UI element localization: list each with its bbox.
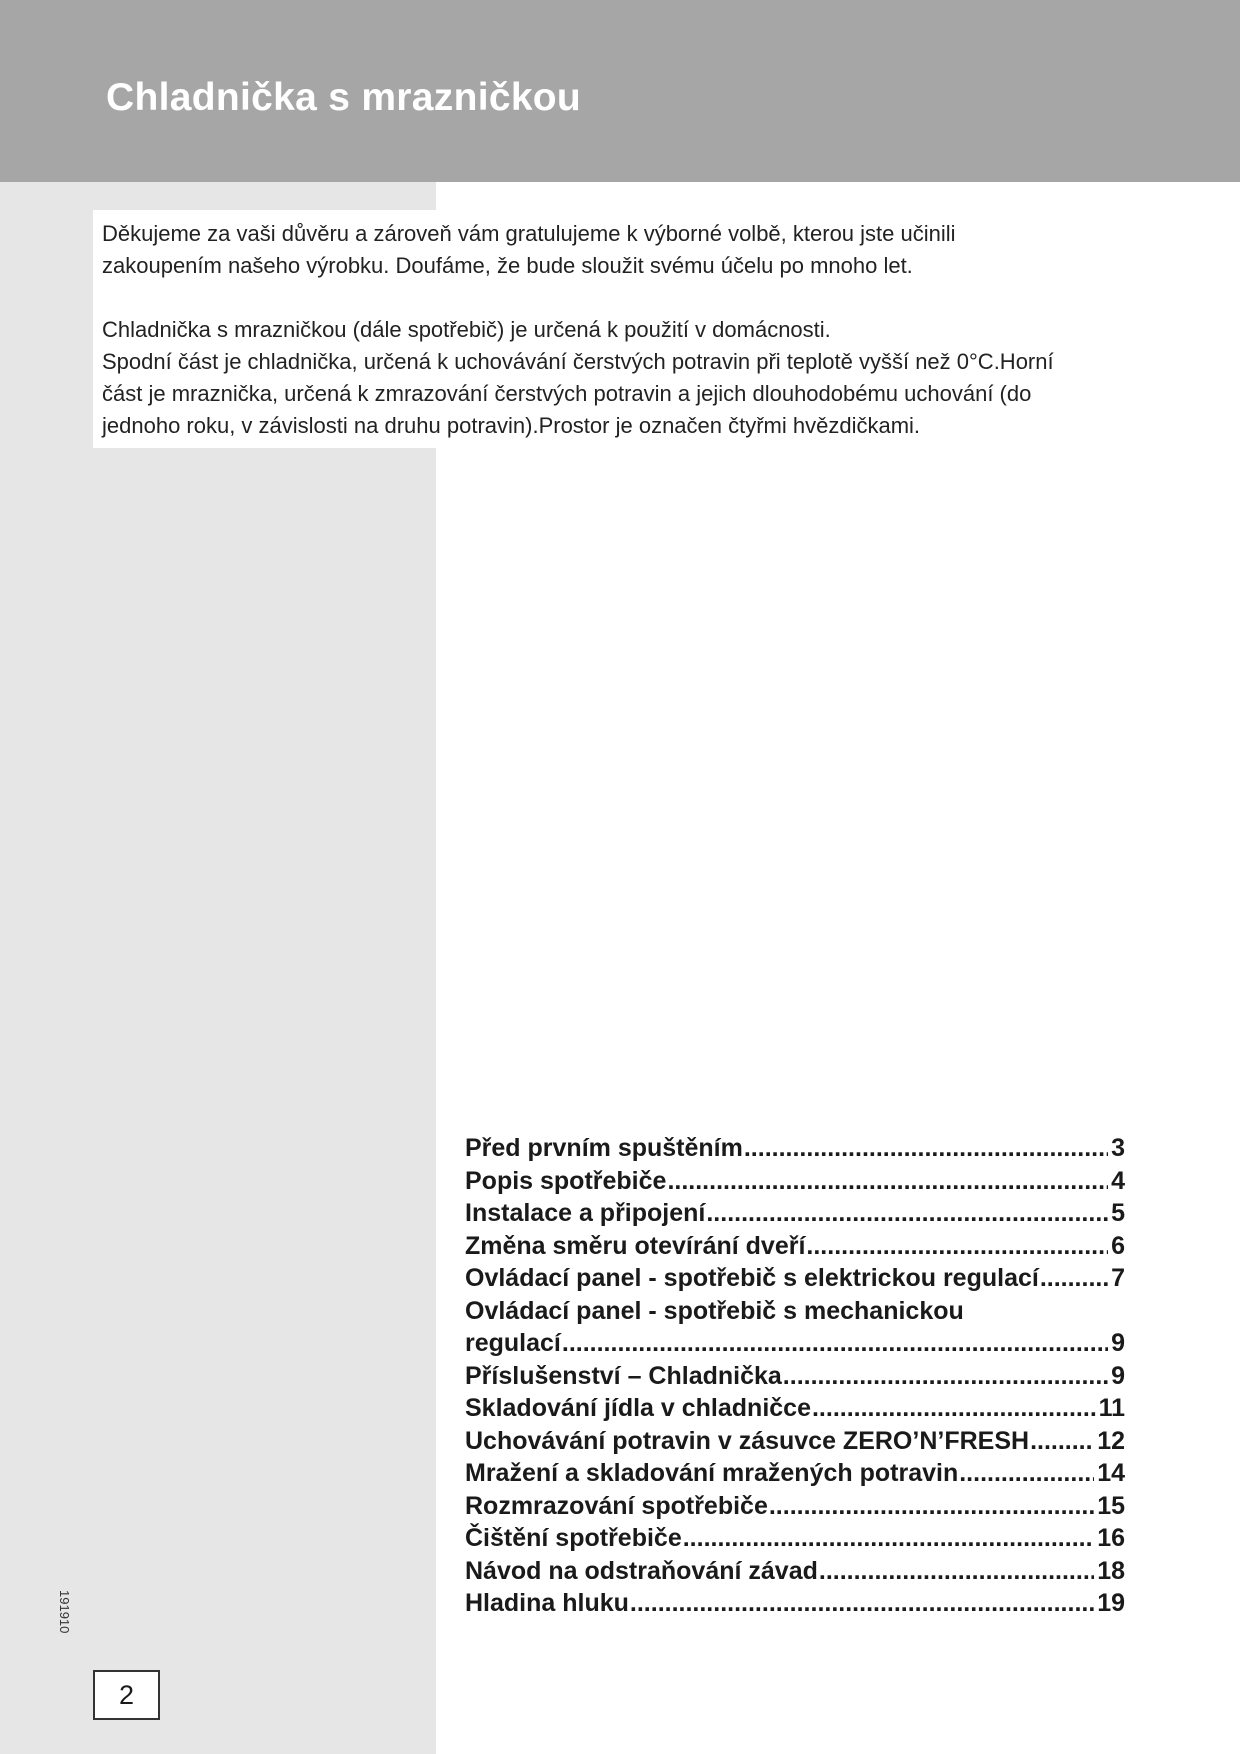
toc-item-title: Uchovávání potravin v zásuvce ZERO’N’FRESH [465,1426,1030,1455]
toc-item-page: 4 [1111,1166,1125,1195]
toc-leader-dots [818,1555,1094,1588]
toc-item[interactable] [465,1587,1125,1620]
toc-item[interactable] [465,1425,1125,1458]
toc-leader-dots [768,1490,1094,1523]
toc-item-page: 16 [1097,1524,1125,1552]
toc-item[interactable] [465,1392,1125,1425]
toc-item-page: 9 [1111,1361,1125,1390]
toc-leader-dots [958,1457,1094,1490]
toc-item-page: 11 [1098,1394,1125,1422]
toc-item[interactable] [465,1132,1125,1165]
toc-item[interactable] [465,1262,1125,1295]
intro-line: jednoho roku, v závislosti na druhu potravin).Prostor je označen čtyřmi hvězdičkami. [102,413,921,438]
page-title: Chladnička s mrazničkou [106,76,582,119]
toc-leader-dots [561,1327,1108,1360]
document-code: 191910 [57,1590,72,1634]
toc-item[interactable] [465,1490,1125,1523]
toc-item-page: 7 [1111,1264,1125,1292]
toc-item-title: Popis spotřebiče [465,1166,667,1195]
toc-item-title: Před prvním spuštěním [465,1134,743,1162]
toc-item-page: 12 [1097,1426,1125,1455]
header-band [0,0,1240,182]
page-number [93,1670,160,1720]
intro-line: Chladnička s mrazničkou (dále spotřebič) je určená k použití v domácnosti. [102,317,831,342]
toc-leader-dots [782,1360,1108,1393]
toc-item[interactable] [465,1197,1125,1230]
toc-leader-dots [666,1165,1108,1198]
toc-item-title: Příslušenství – Chladnička [465,1361,782,1390]
toc-item-page: 5 [1111,1199,1125,1227]
toc-leader-dots [811,1392,1096,1425]
toc-item[interactable] [465,1360,1125,1393]
toc-item-title: regulací [465,1329,561,1357]
toc-item-page: 9 [1111,1329,1125,1357]
toc-item-title: Čištění spotřebiče [465,1524,682,1552]
intro-line: Spodní část je chladnička, určená k uchovávání čerstvých potravin při teplotě vyšší než 0°C.Horní [102,349,1054,374]
toc-item-title: Instalace a připojení [465,1199,706,1227]
toc-item-page: 19 [1097,1589,1125,1617]
toc-item-page: 3 [1111,1134,1125,1162]
toc-item-title: Změna směru otevírání dveří [465,1231,806,1260]
toc-item-title: Skladování jídla v chladničce [465,1394,811,1422]
intro-line: část je mraznička, určená k zmrazování čerstvých potravin a jejich dlouhodobému uchování (do [102,381,1032,406]
toc-item-title: Návod na odstraňování závad [465,1556,818,1585]
intro-line: Děkujeme za vaši důvěru a zároveň vám gratulujeme k výborné volbě, kterou jste učinili [102,221,956,246]
toc-item[interactable] [465,1457,1125,1490]
toc-item[interactable] [465,1230,1125,1263]
toc-item-title: Mražení a skladování mražených potravin [465,1459,959,1487]
intro-text-block [93,210,1153,448]
toc-leader-dots [1039,1262,1108,1295]
toc-item-title: Ovládací panel - spotřebič s elektrickou regulací [465,1264,1039,1292]
toc-item[interactable] [465,1555,1125,1588]
toc-leader-dots [705,1197,1108,1230]
toc-item-title: Rozmrazování spotřebiče [465,1491,768,1520]
page-number-value: 2 [118,1679,135,1710]
table-of-contents [465,1132,1125,1620]
intro-line: zakoupením našeho výrobku. Doufáme, že bude sloužit svému účelu po mnoho let. [102,253,913,278]
toc-leader-dots [743,1132,1108,1165]
toc-item-page: 6 [1111,1231,1125,1260]
toc-leader-dots [629,1587,1094,1620]
toc-leader-dots [1029,1425,1094,1458]
toc-item-page: 14 [1097,1459,1125,1487]
toc-item[interactable] [465,1522,1125,1555]
toc-item-title: Hladina hluku [465,1589,629,1617]
toc-leader-dots [805,1230,1108,1263]
toc-item-page: 18 [1097,1556,1125,1585]
toc-leader-dots [682,1522,1094,1555]
toc-item[interactable] [465,1165,1125,1198]
toc-item-title-line[interactable]: Ovládací panel - spotřebič s mechanickou [465,1296,964,1325]
toc-item-page: 15 [1097,1491,1125,1520]
toc-item[interactable] [465,1327,1125,1360]
